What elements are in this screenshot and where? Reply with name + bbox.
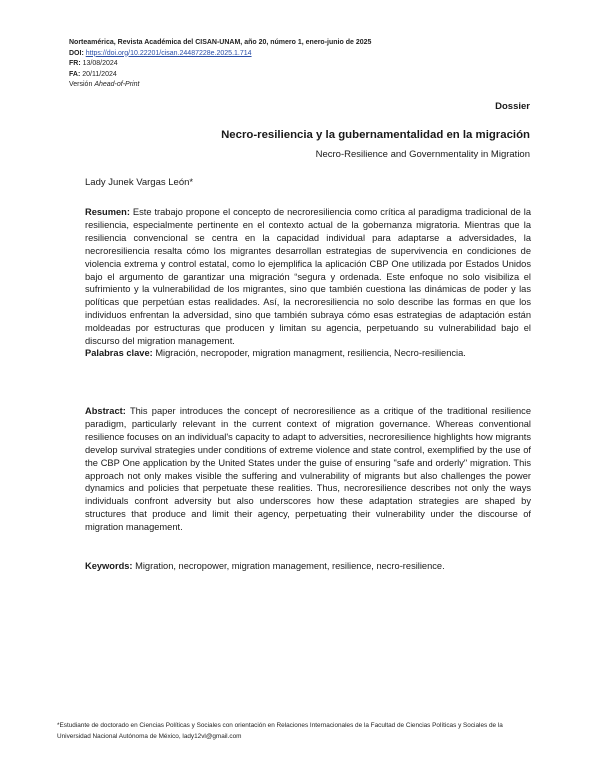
abstract-spanish bbox=[85, 206, 531, 348]
keywords-spanish bbox=[85, 347, 531, 360]
version-value: Ahead-of-Print bbox=[94, 81, 140, 89]
fr-line bbox=[69, 59, 371, 70]
keywords-english bbox=[85, 560, 531, 573]
abstract-english-text: This paper introduces the concept of necroresilience as a critique of the traditional resilience paradigm, particularly relevant in the current context of migration governance. Whereas conventional resilience focuses on an individual's capacity to adapt to adversities, necroresilience highlights how migrants develop survival strategies under conditions of extreme violence and state control, exemplified by the use of the CBP One application by the United States under the guise of ensuring "safe and orderly" migration. This approach not only makes visible the suffering and vulnerability of migrants but also challenges the power dynamics and policies that perpetuate these realities. Thus, necroresilience describes not only the ways individuals confront adversity but also underscores how these adaptation strategies are shaped by structures that produce and limit their agency, perpetuating their vulnerability under the discourse of migration management. bbox=[85, 406, 531, 533]
fr-date: 13/08/2024 bbox=[82, 60, 118, 68]
author-name: Lady Junek Vargas León* bbox=[85, 177, 194, 188]
abstract-spanish-text: Este trabajo propone el concepto de necroresiliencia como crítica al paradigma tradicional de la resiliencia, especialmente pertinente en el contexto actual de la gobernanza migratoria. Mientras que la resiliencia convencional se centra en la capacidad individual para adaptarse a adversidades, la necroresiliencia resalta cómo los migrantes desarrollan estrategias de supervivencia en condiciones de violencia extrema y control estatal, como lo ejemplifica la aplicación CBP One utilizada por Estados Unidos bajo el argumento de garantizar una migración “segura y ordenada. Este enfoque no solo visibiliza el sufrimiento y la vulnerabilidad de los migrantes, sino que también cuestiona las dinámicas de poder y las políticas que perpetúan estas realidades. Así, la necroresiliencia no solo describe las formas en que los individuos enfrentan la adversidad, sino que también subraya cómo esas estrategias de adaptación están moldeadas por estructuras que producen y limitan su agencia, perpetuando su vulnerabilidad bajo el discurso del migration management. bbox=[85, 207, 531, 347]
version-prefix: Versión bbox=[69, 81, 93, 89]
section-label: Dossier bbox=[495, 101, 530, 112]
article-subtitle: Necro-Resilience and Governmentality in Migration bbox=[315, 149, 530, 160]
keywords-english-label: Keywords: bbox=[85, 561, 133, 571]
abstract-spanish-label: Resumen: bbox=[85, 207, 130, 217]
keywords-spanish-label: Palabras clave: bbox=[85, 348, 153, 358]
doi-line bbox=[69, 49, 371, 60]
journal-line bbox=[69, 38, 371, 49]
fa-line bbox=[69, 70, 371, 81]
keywords-spanish-text: Migración, necropoder, migration managment, resiliencia, Necro-resiliencia. bbox=[155, 348, 466, 358]
fr-label: FR: bbox=[69, 60, 81, 68]
fa-label: FA: bbox=[69, 70, 81, 78]
fa-date: 20/11/2024 bbox=[82, 70, 117, 78]
article-metadata bbox=[69, 38, 371, 91]
abstract-english bbox=[85, 405, 531, 534]
author-footnote: *Estudiante de doctorado en Ciencias Políticas y Sociales con orientación en Relaciones Internacionales de la Facultad de Ciencias Políticas y Sociales de la Universidad Nacional Autónoma de México, lady12vl@gmail.com bbox=[57, 722, 503, 740]
journal-name: Norteamérica, Revista Académica del CISAN-UNAM, año 20, número 1, enero-junio de 2025 bbox=[69, 39, 372, 46]
doi-link[interactable]: https://doi.org/10.22201/cisan.24487228e.2025.1.714 bbox=[85, 49, 252, 57]
abstract-english-label: Abstract: bbox=[85, 406, 126, 416]
article-title: Necro-resiliencia y la gubernamentalidad en la migración bbox=[221, 129, 530, 141]
version-line bbox=[69, 80, 371, 91]
keywords-english-text: Migration, necropower, migration management, resilience, necro-resilience. bbox=[135, 561, 445, 571]
doi-label: DOI: bbox=[69, 49, 84, 57]
